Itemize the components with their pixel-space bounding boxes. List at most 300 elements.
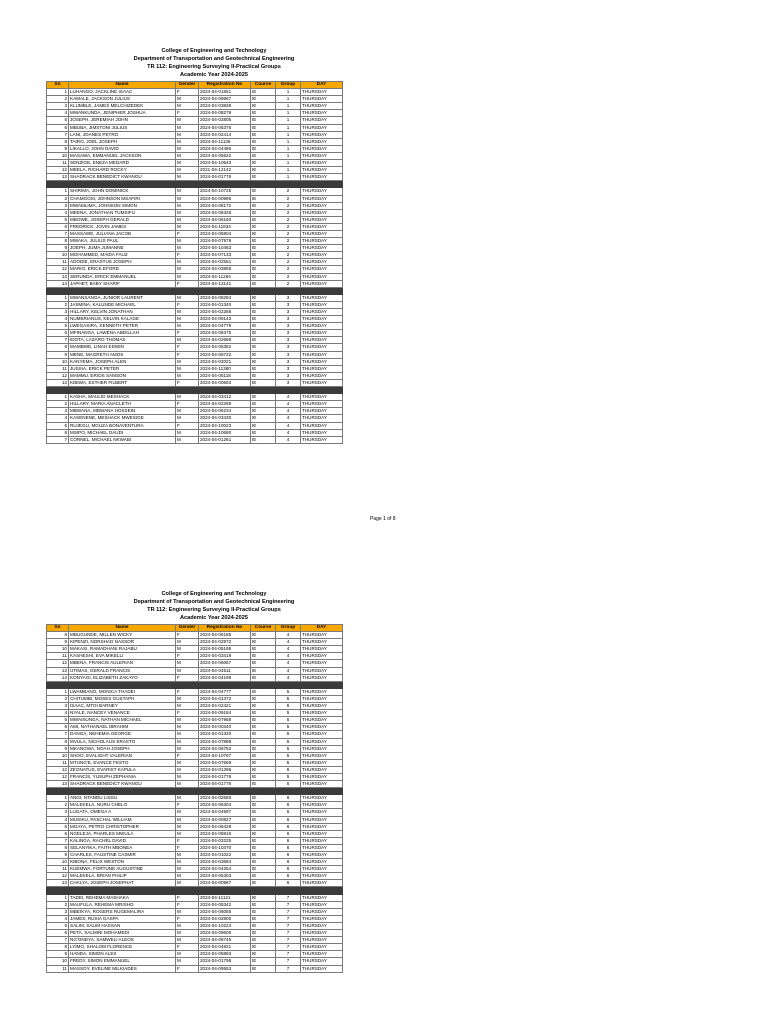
table-row — [47, 738, 343, 745]
cell-sn: 10 — [47, 859, 69, 866]
cell-gender: F — [176, 802, 199, 809]
table-row — [47, 766, 343, 773]
cell-course: IE — [251, 809, 276, 816]
cell-gender: M — [176, 394, 199, 401]
cell-group: 1 — [276, 89, 301, 96]
cell-course: IE — [251, 330, 276, 337]
cell-course: IE — [251, 96, 276, 103]
cell-name: MASAWA, EMMANUEL JACKSON — [69, 152, 176, 159]
header-year: Academic Year 2024-2025 — [179, 615, 248, 621]
cell-course: IE — [251, 422, 276, 429]
cell-course: IE — [251, 401, 276, 408]
cell-sn: 2 — [47, 802, 69, 809]
cell-course: IE — [251, 908, 276, 915]
cell-sn: 7 — [47, 337, 69, 344]
cell-day: THURSDAY — [301, 230, 343, 237]
separator-cell — [276, 887, 301, 894]
cell-course: IE — [251, 252, 276, 259]
cell-group: 7 — [276, 958, 301, 965]
cell-day: THURSDAY — [301, 859, 343, 866]
cell-gender: M — [176, 216, 199, 223]
cell-group: 5 — [276, 710, 301, 717]
cell-day: THURSDAY — [301, 138, 343, 145]
cell-course: IE — [251, 944, 276, 951]
cell-course: IE — [251, 710, 276, 717]
table-row — [47, 309, 343, 316]
cell-day: THURSDAY — [301, 188, 343, 195]
cell-day: THURSDAY — [301, 294, 343, 301]
cell-group: 3 — [276, 309, 301, 316]
table-row — [47, 96, 343, 103]
cell-gender: M — [176, 415, 199, 422]
table-row — [47, 781, 343, 788]
cell-day: THURSDAY — [301, 316, 343, 323]
cell-sn: 4 — [47, 816, 69, 823]
cell-course: IE — [251, 415, 276, 422]
cell-course: IE — [251, 280, 276, 287]
cell-sn: 2 — [47, 695, 69, 702]
cell-name: MUSIKU, PASCHAL WILLIAM — [69, 816, 176, 823]
cell-day: THURSDAY — [301, 915, 343, 922]
cell-group: 2 — [276, 209, 301, 216]
cell-course: IE — [251, 167, 276, 174]
cell-gender: M — [176, 294, 199, 301]
table-row — [47, 830, 343, 837]
cell-registration: 2024-04-07133 — [199, 252, 251, 259]
cell-gender: F — [176, 710, 199, 717]
cell-gender: M — [176, 202, 199, 209]
cell-course: IE — [251, 309, 276, 316]
cell-day: THURSDAY — [301, 429, 343, 436]
cell-sn: 1 — [47, 394, 69, 401]
table-row — [47, 944, 343, 951]
cell-course: IE — [251, 688, 276, 695]
cell-day: THURSDAY — [301, 852, 343, 859]
cell-registration: 2024-04-03412 — [199, 394, 251, 401]
cell-name: KONYAGI, ELIZABETH ZAKAYO — [69, 674, 176, 681]
cell-gender: M — [176, 96, 199, 103]
cell-day: THURSDAY — [301, 273, 343, 280]
cell-group: 4 — [276, 436, 301, 443]
cell-name: MWAKA, JULIUS PAUL — [69, 238, 176, 245]
cell-registration: 2024-04-04511 — [199, 667, 251, 674]
cell-registration: 2024-04-05304 — [199, 802, 251, 809]
cell-group: 5 — [276, 773, 301, 780]
cell-group: 3 — [276, 294, 301, 301]
cell-day: THURSDAY — [301, 89, 343, 96]
cell-day: THURSDAY — [301, 922, 343, 929]
col-registration: Registration No — [199, 625, 251, 632]
cell-day: THURSDAY — [301, 667, 343, 674]
cell-registration: 2024-04-05303 — [199, 873, 251, 880]
cell-sn: 10 — [47, 958, 69, 965]
table-row — [47, 89, 343, 96]
cell-name: KIPENZI, NORSHAD NASSOR — [69, 639, 176, 646]
cell-gender: M — [176, 436, 199, 443]
cell-registration: 2021-04-12142 — [199, 167, 251, 174]
cell-gender: M — [176, 738, 199, 745]
cell-group: 6 — [276, 809, 301, 816]
cell-group: 6 — [276, 873, 301, 880]
cell-gender: M — [176, 273, 199, 280]
table-row — [47, 160, 343, 167]
cell-name: MSIPO, MICHAEL DAUDI — [69, 429, 176, 436]
cell-sn: 6 — [47, 724, 69, 731]
cell-day: THURSDAY — [301, 844, 343, 851]
table-row — [47, 273, 343, 280]
cell-registration: 2024-04-01776 — [199, 773, 251, 780]
cell-registration: 2024-04-02551 — [199, 259, 251, 266]
cell-sn: 13 — [47, 880, 69, 887]
table-row — [47, 259, 343, 266]
separator-cell — [251, 788, 276, 795]
table-row — [47, 394, 343, 401]
cell-registration: 2024-04-05622 — [199, 152, 251, 159]
separator-cell — [47, 788, 69, 795]
cell-sn: 10 — [47, 358, 69, 365]
cell-sn: 3 — [47, 703, 69, 710]
cell-gender: M — [176, 852, 199, 859]
table-row — [47, 703, 343, 710]
cell-day: THURSDAY — [301, 809, 343, 816]
cell-gender: M — [176, 731, 199, 738]
cell-course: IE — [251, 301, 276, 308]
cell-sn: 6 — [47, 124, 69, 131]
cell-course: IE — [251, 89, 276, 96]
cell-name: MAMMU, ERIOS SAMSON — [69, 372, 176, 379]
cell-course: IE — [251, 639, 276, 646]
table-row — [47, 110, 343, 117]
cell-day: THURSDAY — [301, 117, 343, 124]
cell-gender: M — [176, 145, 199, 152]
cell-gender: M — [176, 937, 199, 944]
cell-gender: M — [176, 660, 199, 667]
cell-course: IE — [251, 660, 276, 667]
cell-group: 4 — [276, 401, 301, 408]
cell-name: JASMINA, KALUNDE MICHAEL — [69, 301, 176, 308]
cell-group: 6 — [276, 880, 301, 887]
cell-course: IE — [251, 632, 276, 639]
cell-registration: 2024-04-06056 — [199, 908, 251, 915]
cell-registration: 2024-04-02972 — [199, 639, 251, 646]
cell-course: IE — [251, 266, 276, 273]
table-row — [47, 202, 343, 209]
cell-name: MALEKELA, NURU CHELO — [69, 802, 176, 809]
cell-name: CHAMGOSI, JOHNSON MSAFIRI — [69, 195, 176, 202]
cell-course: IE — [251, 937, 276, 944]
separator-cell — [251, 181, 276, 188]
cell-sn: 9 — [47, 852, 69, 859]
cell-day: THURSDAY — [301, 379, 343, 386]
cell-name: MFINANGA, LAWENA ABDILLAH — [69, 330, 176, 337]
separator-cell — [199, 181, 251, 188]
cell-course: IE — [251, 436, 276, 443]
cell-gender: M — [176, 117, 199, 124]
table-row — [47, 837, 343, 844]
cell-course: IE — [251, 394, 276, 401]
cell-gender: M — [176, 188, 199, 195]
cell-sn: 5 — [47, 323, 69, 330]
cell-registration: 2024-04-01776 — [199, 174, 251, 181]
cell-group: 1 — [276, 160, 301, 167]
cell-course: IE — [251, 344, 276, 351]
cell-gender: M — [176, 880, 199, 887]
separator-cell — [69, 287, 176, 294]
table-row — [47, 358, 343, 365]
table-row — [47, 351, 343, 358]
cell-group: 6 — [276, 802, 301, 809]
separator-cell — [69, 788, 176, 795]
col-sn: Sn — [47, 82, 69, 89]
cell-name: MWANSANGA, JUNIOR LAURENT — [69, 294, 176, 301]
cell-course: IE — [251, 802, 276, 809]
cell-course: IE — [251, 230, 276, 237]
table-row — [47, 866, 343, 873]
table-row — [47, 152, 343, 159]
cell-sn: 2 — [47, 195, 69, 202]
cell-name: KASHESHI, EVA MIKELLI — [69, 653, 176, 660]
separator-cell — [176, 681, 199, 688]
cell-name: HILLARY, MARIA ANACLETH — [69, 401, 176, 408]
cell-day: THURSDAY — [301, 823, 343, 830]
cell-course: IE — [251, 837, 276, 844]
cell-day: THURSDAY — [301, 195, 343, 202]
cell-name: MBEIKYA, ROGERS RUGEMALIRA — [69, 908, 176, 915]
cell-group: 4 — [276, 632, 301, 639]
separator-cell — [199, 788, 251, 795]
cell-gender: M — [176, 866, 199, 873]
cell-name: ZEONATUS, EVARIST KAPULA — [69, 766, 176, 773]
cell-day: THURSDAY — [301, 717, 343, 724]
cell-group: 5 — [276, 781, 301, 788]
separator-cell — [276, 681, 301, 688]
cell-registration: 2024-04-01340 — [199, 301, 251, 308]
cell-gender: M — [176, 930, 199, 937]
col-sn: Sn — [47, 625, 69, 632]
table-row — [47, 852, 343, 859]
cell-registration: 2024-04-04777 — [199, 688, 251, 695]
cell-course: IE — [251, 223, 276, 230]
cell-name: MEELA, RICHARD ROCKY — [69, 167, 176, 174]
cell-registration: 2024-04-01261 — [199, 436, 251, 443]
cell-sn: 2 — [47, 301, 69, 308]
table-row — [47, 294, 343, 301]
cell-registration: 2024-04-02800 — [199, 915, 251, 922]
cell-sn: 13 — [47, 379, 69, 386]
cell-sn: 9 — [47, 145, 69, 152]
separator-cell — [176, 287, 199, 294]
separator-cell — [301, 681, 343, 688]
cell-day: THURSDAY — [301, 639, 343, 646]
cell-group: 5 — [276, 695, 301, 702]
separator-cell — [199, 681, 251, 688]
cell-registration: 2024-04-09184 — [199, 710, 251, 717]
separator-cell — [251, 887, 276, 894]
cell-group: 2 — [276, 195, 301, 202]
cell-course: IE — [251, 238, 276, 245]
cell-day: THURSDAY — [301, 646, 343, 653]
cell-group: 6 — [276, 859, 301, 866]
cell-course: IE — [251, 738, 276, 745]
cell-gender: F — [176, 752, 199, 759]
cell-course: IE — [251, 103, 276, 110]
cell-sn: 8 — [47, 738, 69, 745]
cell-gender: F — [176, 89, 199, 96]
cell-gender: M — [176, 266, 199, 273]
cell-sn: 5 — [47, 922, 69, 929]
cell-registration: 2024-04-05195 — [199, 646, 251, 653]
cell-gender: M — [176, 795, 199, 802]
cell-course: IE — [251, 429, 276, 436]
col-group: Group — [276, 82, 301, 89]
cell-sn: 1 — [47, 294, 69, 301]
cell-group: 4 — [276, 415, 301, 422]
cell-course: IE — [251, 316, 276, 323]
table-row — [47, 951, 343, 958]
cell-sn: 2 — [47, 96, 69, 103]
group-separator-row — [47, 387, 343, 394]
cell-sn: 5 — [47, 216, 69, 223]
table-row — [47, 773, 343, 780]
group-separator-row — [47, 788, 343, 795]
table-row — [47, 674, 343, 681]
cell-sn: 7 — [47, 436, 69, 443]
table-row — [47, 937, 343, 944]
cell-sn: 8 — [47, 944, 69, 951]
cell-course: IE — [251, 717, 276, 724]
cell-sn: 12 — [47, 773, 69, 780]
table-row — [47, 372, 343, 379]
cell-gender: F — [176, 837, 199, 844]
cell-day: THURSDAY — [301, 160, 343, 167]
cell-group: 6 — [276, 866, 301, 873]
table-row — [47, 323, 343, 330]
table-row — [47, 809, 343, 816]
cell-registration: 2024-04-05804 — [199, 230, 251, 237]
table-row — [47, 724, 343, 731]
cell-day: THURSDAY — [301, 280, 343, 287]
cell-registration: 2024-04-09605 — [199, 930, 251, 937]
cell-group: 7 — [276, 965, 301, 972]
cell-group: 2 — [276, 280, 301, 287]
cell-day: THURSDAY — [301, 688, 343, 695]
cell-sn: 4 — [47, 316, 69, 323]
cell-sn: 1 — [47, 188, 69, 195]
cell-group: 1 — [276, 103, 301, 110]
cell-sn: 7 — [47, 230, 69, 237]
cell-registration: 2024-04-11380 — [199, 365, 251, 372]
cell-sn: 8 — [47, 138, 69, 145]
cell-group: 7 — [276, 908, 301, 915]
table-row — [47, 117, 343, 124]
cell-name: IDOTA, LAZARO THOMAS — [69, 337, 176, 344]
table-row — [47, 124, 343, 131]
cell-gender: F — [176, 110, 199, 117]
cell-gender: M — [176, 223, 199, 230]
cell-course: IE — [251, 958, 276, 965]
cell-day: THURSDAY — [301, 724, 343, 731]
cell-gender: M — [176, 316, 199, 323]
cell-gender: F — [176, 401, 199, 408]
cell-course: IE — [251, 259, 276, 266]
cell-registration: 2024-04-06160 — [199, 216, 251, 223]
cell-gender: M — [176, 365, 199, 372]
cell-gender: F — [176, 894, 199, 901]
table-row — [47, 802, 343, 809]
group-separator-row — [47, 287, 343, 294]
cell-gender: M — [176, 372, 199, 379]
separator-cell — [176, 887, 199, 894]
cell-gender: M — [176, 245, 199, 252]
cell-registration: 2024-04-07979 — [199, 238, 251, 245]
cell-sn: 4 — [47, 415, 69, 422]
cell-day: THURSDAY — [301, 674, 343, 681]
cell-sn: 12 — [47, 873, 69, 880]
cell-registration: 2024-04-10767 — [199, 752, 251, 759]
table-row — [47, 216, 343, 223]
group-separator-row — [47, 887, 343, 894]
table-row — [47, 759, 343, 766]
cell-group: 2 — [276, 259, 301, 266]
cell-name: MWAMLIMA, JOHNSON SIMON — [69, 202, 176, 209]
cell-day: THURSDAY — [301, 344, 343, 351]
separator-cell — [47, 287, 69, 294]
cell-gender: M — [176, 830, 199, 837]
cell-registration: 2024-04-01320 — [199, 731, 251, 738]
table-row — [47, 823, 343, 830]
cell-day: THURSDAY — [301, 436, 343, 443]
cell-gender: M — [176, 724, 199, 731]
cell-name: KANYEMA, JOSEPH ALEN — [69, 358, 176, 365]
cell-course: IE — [251, 408, 276, 415]
cell-group: 4 — [276, 653, 301, 660]
cell-name: CHARLES, FAUSTINE CASMIR — [69, 852, 176, 859]
table-row — [47, 859, 343, 866]
cell-sn: 5 — [47, 422, 69, 429]
cell-course: IE — [251, 188, 276, 195]
cell-group: 5 — [276, 724, 301, 731]
cell-gender: F — [176, 688, 199, 695]
cell-day: THURSDAY — [301, 937, 343, 944]
cell-group: 2 — [276, 245, 301, 252]
table-row — [47, 223, 343, 230]
cell-registration: 2024-04-11264 — [199, 273, 251, 280]
cell-group: 3 — [276, 372, 301, 379]
cell-course: IE — [251, 124, 276, 131]
header-year: Academic Year 2024-2025 — [179, 72, 248, 78]
cell-sn: 7 — [47, 131, 69, 138]
cell-course: IE — [251, 138, 276, 145]
cell-registration: 2024-04-07968 — [199, 717, 251, 724]
cell-gender: M — [176, 167, 199, 174]
table-row — [47, 844, 343, 851]
table-row — [47, 238, 343, 245]
cell-registration: 2024-04-05342 — [199, 901, 251, 908]
cell-group: 2 — [276, 238, 301, 245]
col-group: Group — [276, 625, 301, 632]
cell-sn: 7 — [47, 937, 69, 944]
table-row — [47, 266, 343, 273]
cell-gender: F — [176, 351, 199, 358]
cell-sn: 1 — [47, 795, 69, 802]
table-row — [47, 745, 343, 752]
cell-registration: 2024-04-02421 — [199, 703, 251, 710]
cell-gender: F — [176, 944, 199, 951]
cell-group: 7 — [276, 944, 301, 951]
cell-day: THURSDAY — [301, 901, 343, 908]
cell-group: 7 — [276, 951, 301, 958]
cell-registration: 2024-04-10543 — [199, 160, 251, 167]
